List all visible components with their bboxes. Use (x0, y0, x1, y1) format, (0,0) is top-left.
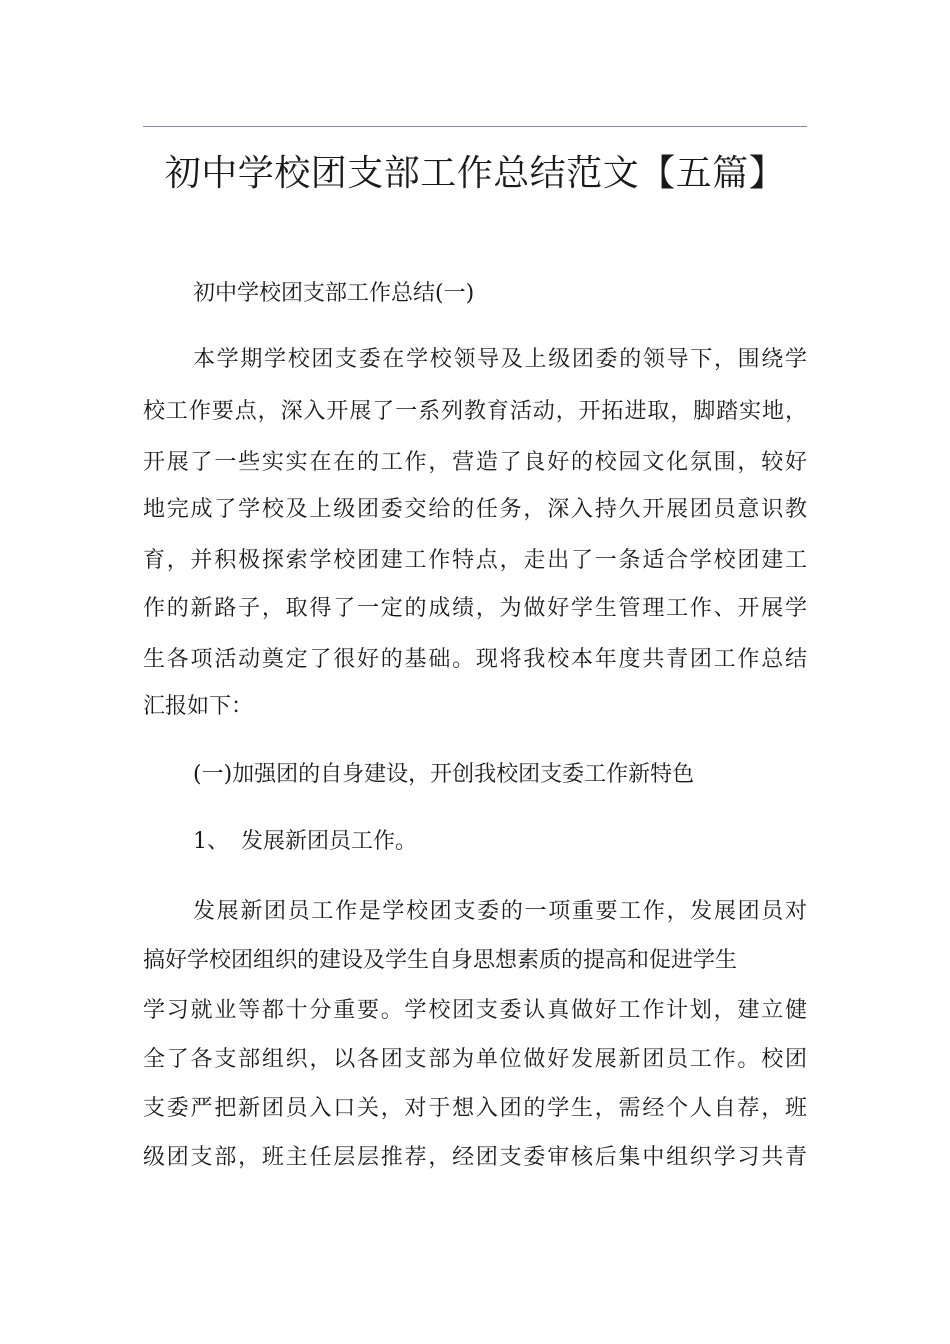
item-text: 发展新团员工作。 (241, 829, 418, 854)
paragraph-line: 育，并积极探索学校团建工作特点，走出了一条适合学校团建工 (143, 548, 807, 573)
page-title: 初中学校团支部工作总结范文【五篇】 (164, 153, 786, 194)
paragraph-line: 作的新路子，取得了一定的成绩，为做好学生管理工作、开展学 (143, 596, 807, 621)
paragraph-line: 地完成了学校及上级团委交给的任务，深入持久开展团员意识教 (143, 497, 807, 522)
section-heading: 初中学校团支部工作总结(一) (193, 281, 475, 306)
paragraph-line: 本学期学校团支委在学校领导及上级团委的领导下，围绕学 (193, 347, 807, 372)
numbered-item (193, 827, 807, 857)
subheading: (一)加强团的自身建设，开创我校团支委工作新特色 (193, 762, 695, 787)
paragraph-line: 支委严把新团员入口关，对于想入团的学生，需经个人自荐，班 (143, 1096, 807, 1121)
item-number: 1、 (193, 829, 229, 854)
paragraph-line: 生各项活动奠定了很好的基础。现将我校本年度共青团工作总结 (143, 647, 807, 672)
paragraph-line: 级团支部，班主任层层推荐，经团支委审核后集中组织学习共青 (143, 1145, 807, 1170)
paragraph-line: 搞好学校团组织的建设及学生自身思想素质的提高和促进学生 (143, 948, 738, 973)
paragraph-line: 开展了一些实实在在的工作，营造了良好的校园文化氛围，较好 (143, 450, 807, 475)
paragraph-line: 汇报如下： (143, 694, 254, 719)
paragraph-line: 校工作要点，深入开展了一系列教育活动，开拓进取，脚踏实地， (143, 399, 807, 424)
paragraph-line: 学习就业等都十分重要。学校团支委认真做好工作计划，建立健 (143, 998, 807, 1023)
header-rule (143, 126, 807, 127)
paragraph-line: 全了各支部组织，以各团支部为单位做好发展新团员工作。校团 (143, 1047, 807, 1072)
paragraph-line: 发展新团员工作是学校团支委的一项重要工作，发展团员对 (193, 899, 807, 924)
